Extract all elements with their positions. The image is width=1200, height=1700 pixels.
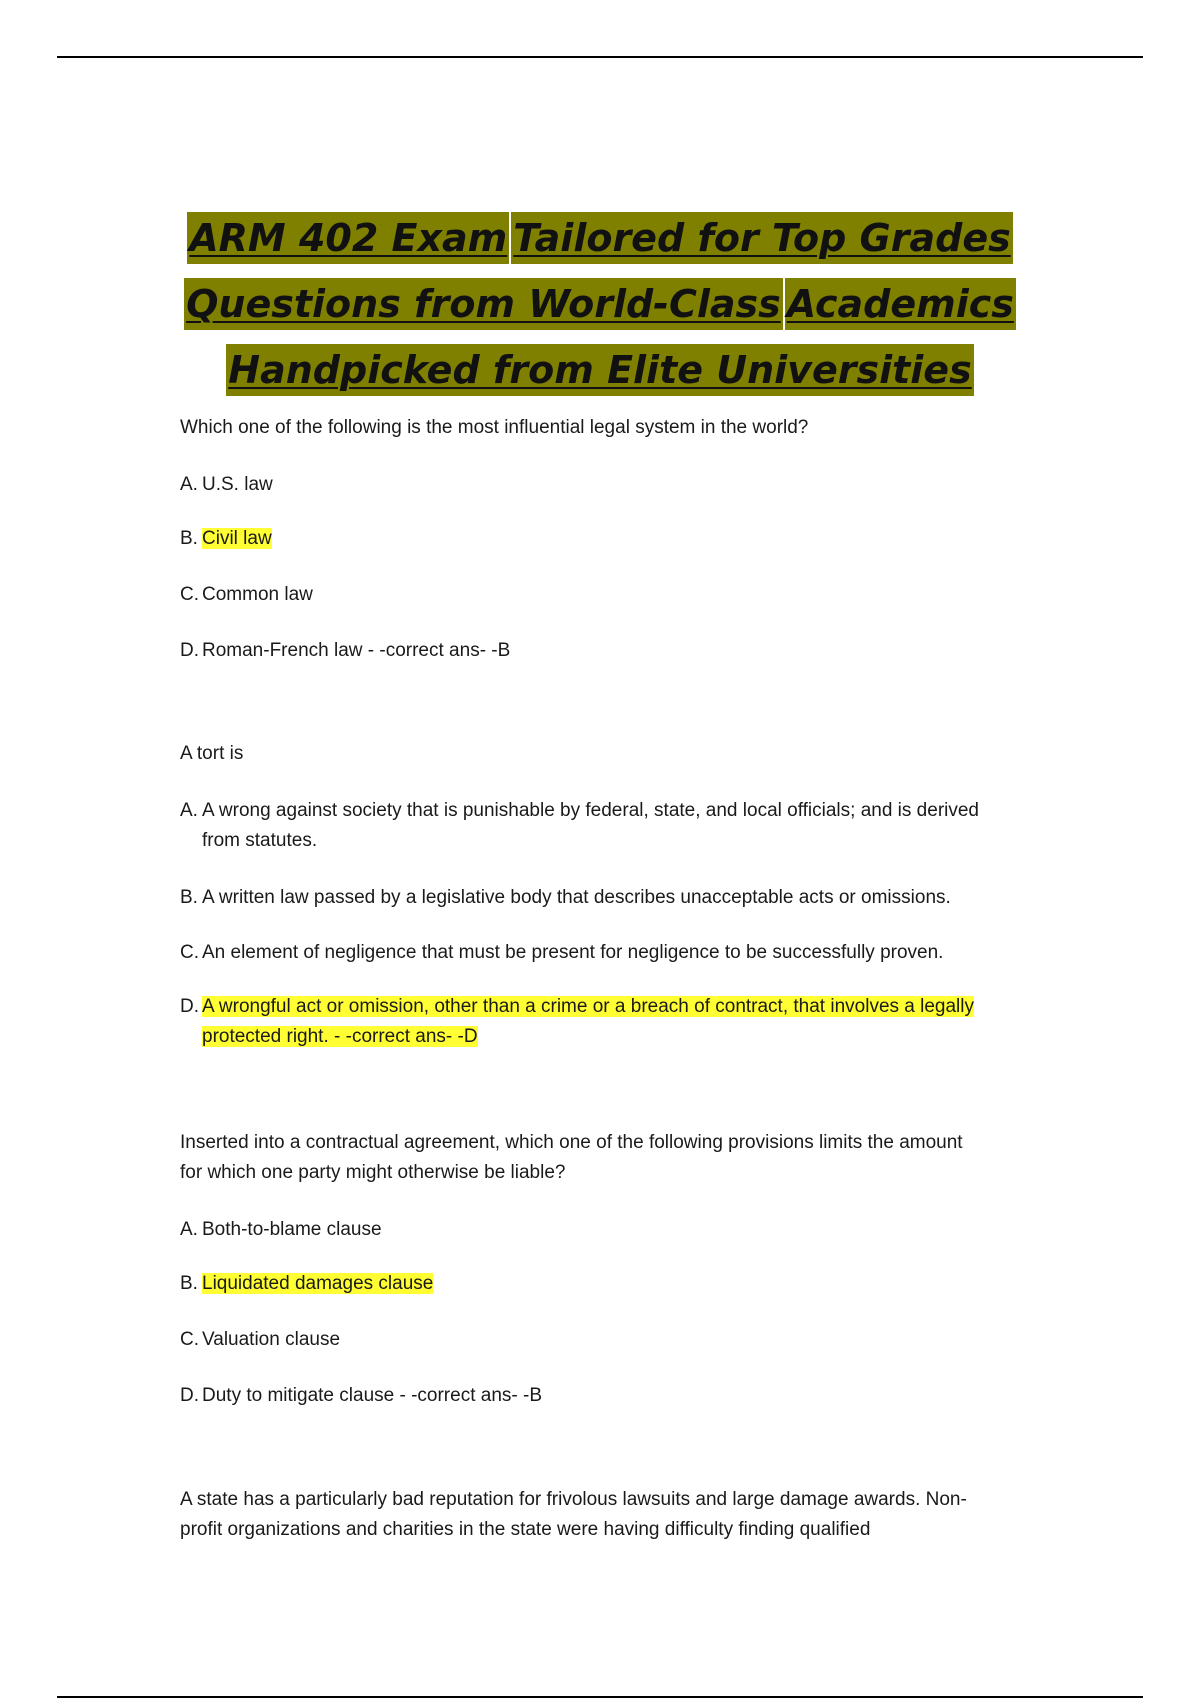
answer-option [180, 883, 951, 913]
highlighted-answer: Liquidated damages clause [202, 1273, 434, 1294]
option-text: Valuation clause [202, 1329, 341, 1350]
answer-option [180, 1269, 433, 1299]
option-letter: D. [180, 1385, 199, 1406]
answer-option [180, 470, 273, 500]
answer-option [180, 992, 980, 1052]
option-text: A written law passed by a legislative body that describes unacceptable acts or omissions. [202, 887, 951, 908]
option-text: A wrong against society that is punishable by federal, state, and local officials; and is derived from statutes. [202, 800, 979, 851]
option-letter: B. [180, 1273, 198, 1294]
option-text: Duty to mitigate clause - -correct ans- -B [202, 1385, 542, 1406]
title-segment: ARM 402 Exam [187, 212, 509, 264]
answer-option [180, 1215, 382, 1245]
title-segment: Handpicked from Elite Universities [226, 344, 973, 396]
option-letter: A. [180, 800, 198, 821]
answer-option [180, 524, 272, 554]
answer-option [180, 1325, 340, 1355]
option-text: An element of negligence that must be present for negligence to be successfully proven. [202, 942, 944, 963]
answer-option [180, 938, 943, 968]
title-segment: Questions from World-Class [184, 278, 783, 330]
bottom-rule [57, 1696, 1143, 1698]
highlighted-answer: Civil law [202, 528, 272, 549]
question-stem: A state has a particularly bad reputation for frivolous lawsuits and large damage awards. Non-profit organizations and charities in the state were having difficulty finding qualified [180, 1489, 967, 1540]
question-stem: Inserted into a contractual agreement, which one of the following provisions limits the amount for which one party might otherwise be liable? [180, 1132, 963, 1183]
option-letter: C. [180, 942, 199, 963]
title-segment: Tailored for Top Grades [511, 212, 1013, 264]
title-line-1 [0, 212, 1200, 278]
title-segment: Academics [785, 278, 1016, 330]
option-letter: A. [180, 474, 198, 495]
answer-option [180, 636, 510, 666]
option-text: Both-to-blame clause [202, 1219, 382, 1240]
question-stem: Which one of the following is the most influential legal system in the world? [180, 417, 809, 438]
document-title [0, 212, 1200, 410]
highlighted-answer: A wrongful act or omission, other than a crime or a breach of contract, that involves a legally protected right. - -correct ans- -D [202, 996, 974, 1047]
title-line-3 [0, 344, 1200, 410]
answer-option [180, 796, 980, 856]
option-letter: C. [180, 584, 199, 605]
option-letter: D. [180, 996, 199, 1017]
title-line-2 [0, 278, 1200, 344]
option-text: Roman-French law - -correct ans- -B [202, 640, 511, 661]
option-text [180, 1269, 433, 1299]
question-stem: A tort is [180, 743, 244, 764]
option-text: U.S. law [202, 474, 273, 495]
option-text: Common law [202, 584, 313, 605]
answer-option [180, 1381, 542, 1411]
option-letter: D. [180, 640, 199, 661]
top-rule [57, 56, 1143, 58]
answer-option [180, 580, 313, 610]
option-text [180, 992, 980, 1052]
option-letter: A. [180, 1219, 198, 1240]
option-letter: C. [180, 1329, 199, 1350]
option-letter: B. [180, 528, 198, 549]
option-letter: B. [180, 887, 198, 908]
